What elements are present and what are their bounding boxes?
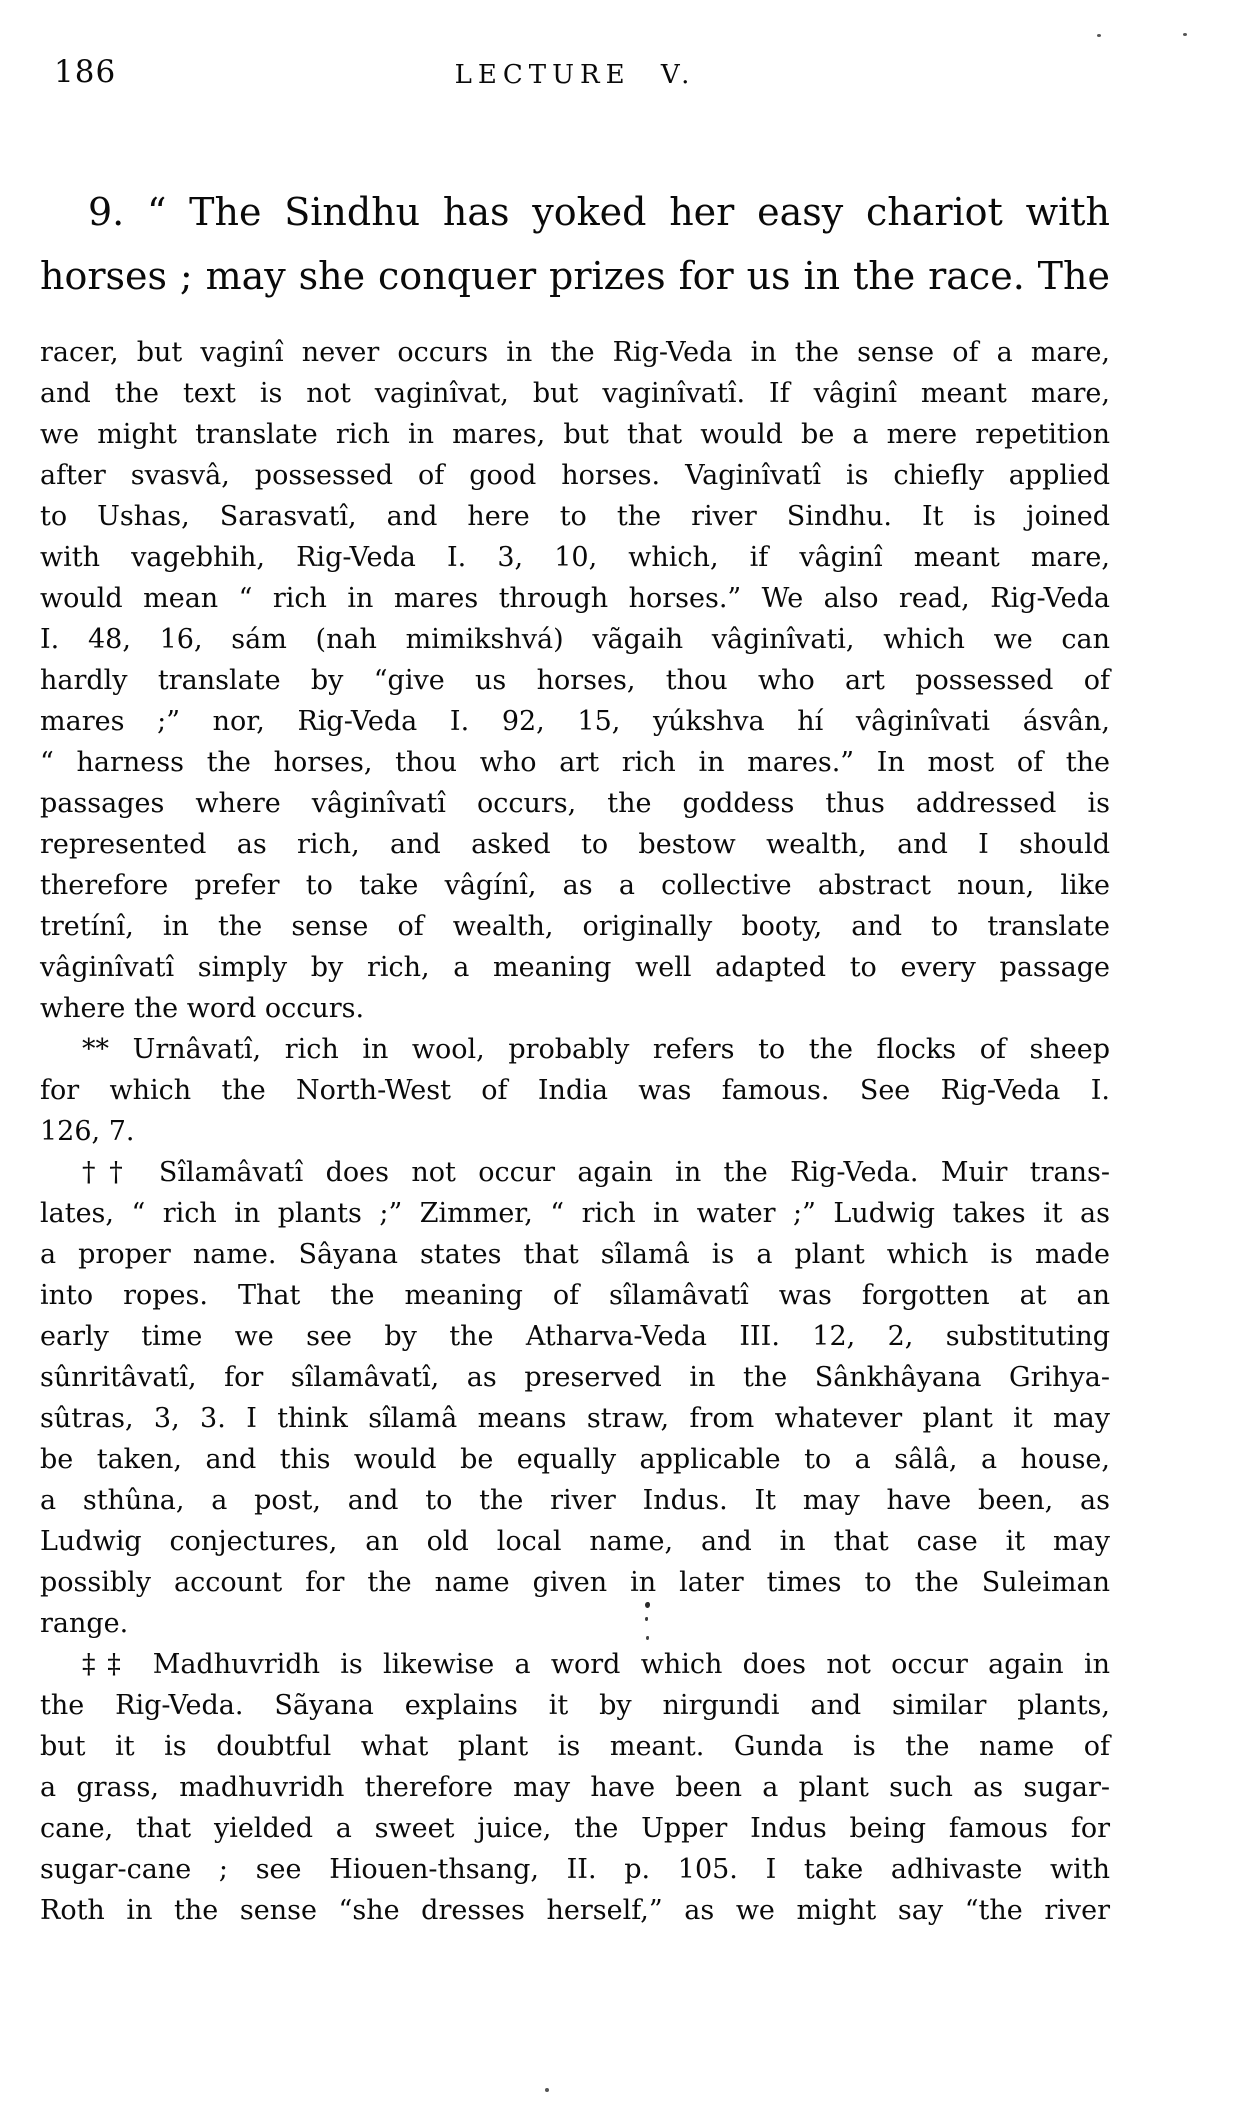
text-line: cane, that yielded a sweet juice, the Upper Indus being famous for — [40, 1813, 1110, 1844]
page-header — [40, 54, 1110, 94]
text-line: Ludwig conjectures, an old local name, and in that case it may — [40, 1526, 1110, 1557]
text-line: would mean “ rich in mares through horses.” We also read, Rig-Veda — [40, 583, 1110, 614]
text-line: hardly translate by “give us horses, thou who art possessed of — [40, 665, 1110, 696]
text-line: Roth in the sense “she dresses herself,” as we might say “the river — [40, 1895, 1110, 1926]
text-line: and the text is not vaginîvat, but vaginîvatî. If vâginî meant mare, — [40, 378, 1110, 409]
text-line: ‡‡ Madhuvridh is likewise a word which does not occur again in — [82, 1649, 1110, 1680]
text-line: sûnritâvatî, for sîlamâvatî, as preserved in the Sânkhâyana Grihya- — [40, 1362, 1110, 1393]
text-line: lates, “ rich in plants ;” Zimmer, “ rich in water ;” Ludwig takes it as — [40, 1198, 1110, 1229]
text-line: for which the North-West of India was famous. See Rig-Veda I. — [40, 1075, 1110, 1106]
text-line: sûtras, 3, 3. I think sîlamâ means straw, from whatever plant it may — [40, 1403, 1110, 1434]
text-line: we might translate rich in mares, but that would be a mere repetition — [40, 419, 1110, 450]
ink-speck — [1097, 34, 1101, 37]
footnote-urnavati — [40, 1029, 1110, 1152]
running-head: LECTURE V. — [454, 60, 696, 90]
text-line: a proper name. Sâyana states that sîlamâ is a plant which is made — [40, 1239, 1110, 1270]
text-line: “ harness the horses, thou who art rich in mares.” In most of the — [40, 747, 1110, 778]
text-line: early time we see by the Atharva-Veda III. 12, 2, substituting — [40, 1321, 1110, 1352]
text-line: but it is doubtful what plant is meant. Gunda is the name of — [40, 1731, 1110, 1762]
text-line: sugar-cane ; see Hiouen-thsang, II. p. 105. I take adhivaste with — [40, 1854, 1110, 1885]
text-line: where the word occurs. — [40, 993, 365, 1024]
text-line: a sthûna, a post, and to the river Indus. It may have been, as — [40, 1485, 1110, 1516]
text-line: racer, but vaginî never occurs in the Rig-Veda in the sense of a mare, — [40, 337, 1110, 368]
text-line: horses ; may she conquer prizes for us in the race. The — [40, 254, 1110, 298]
text-line: a grass, madhuvridh therefore may have been a plant such as sugar- — [40, 1772, 1110, 1803]
text-line: mares ;” nor, Rig-Veda I. 92, 15, yúkshva hí vâginîvati ásvân, — [40, 706, 1110, 737]
footnote-madhuvridh — [40, 1644, 1110, 1931]
text-line: †† Sîlamâvatî does not occur again in the Rig-Veda. Muir trans- — [82, 1157, 1110, 1188]
text-line: tretínî, in the sense of wealth, originally booty, and to translate — [40, 911, 1110, 942]
ink-smudge-artifact — [645, 1602, 650, 1608]
text-line: after svasvâ, possessed of good horses. Vaginîvatî is chiefly applied — [40, 460, 1110, 491]
text-line: be taken, and this would be equally applicable to a sâlâ, a house, — [40, 1444, 1110, 1475]
text-line: into ropes. That the meaning of sîlamâvatî was forgotten at an — [40, 1280, 1110, 1311]
text-line: vâginîvatî simply by rich, a meaning well adapted to every passage — [40, 952, 1110, 983]
lecture-paragraph — [40, 180, 1110, 308]
text-line: possibly account for the name given in later times to the Suleiman — [40, 1567, 1110, 1598]
ink-speck — [545, 2088, 549, 2092]
footnotes-section — [40, 332, 1110, 1931]
footnote-silamavati — [40, 1152, 1110, 1644]
text-line: ** Urnâvatî, rich in wool, probably refers to the flocks of sheep — [82, 1034, 1110, 1065]
note-continuation-racer — [40, 332, 1110, 1029]
page-number: 186 — [54, 54, 117, 90]
text-line: represented as rich, and asked to bestow wealth, and I should — [40, 829, 1110, 860]
text-line: to Ushas, Sarasvatî, and here to the river Sindhu. It is joined — [40, 501, 1110, 532]
text-line: 9. “ The Sindhu has yoked her easy chariot with — [88, 190, 1110, 234]
text-line: 126, 7. — [40, 1116, 135, 1147]
ink-speck — [1183, 33, 1187, 36]
text-line: I. 48, 16, sám (nah mimikshvá) vãgaih vâginîvati, which we can — [40, 624, 1110, 655]
text-line: passages where vâginîvatî occurs, the goddess thus addressed is — [40, 788, 1110, 819]
text-line: range. — [40, 1608, 129, 1639]
text-line: the Rig-Veda. Sãyana explains it by nirgundi and similar plants, — [40, 1690, 1110, 1721]
text-line: with vagebhih, Rig-Veda I. 3, 10, which, if vâginî meant mare, — [40, 542, 1110, 573]
text-line: therefore prefer to take vâgínî, as a collective abstract noun, like — [40, 870, 1110, 901]
